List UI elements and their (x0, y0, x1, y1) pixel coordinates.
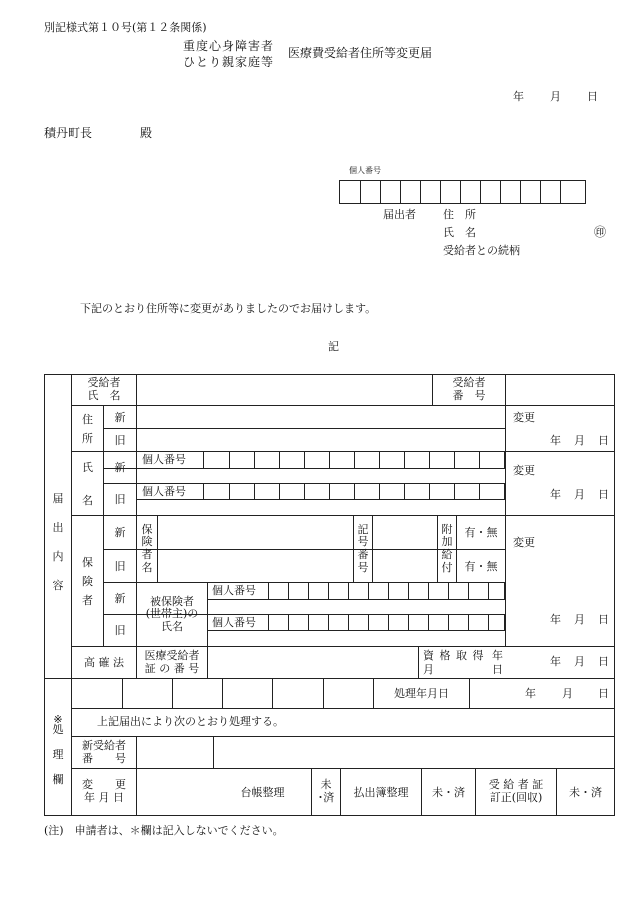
category-line1: 重度心身障害者 (183, 39, 275, 53)
form-number: 別記様式第１０号(第１２条関係) (44, 21, 207, 34)
insured-new-individual-number-label: 個人番号 (212, 584, 256, 597)
processing-section-label: ※ 処 理 欄 (52, 713, 64, 786)
insurer-new-field[interactable] (158, 517, 353, 548)
name-new-label: 新 (114, 461, 126, 474)
insurer-change-month: 月 (574, 613, 585, 626)
name-old-individual-number-label: 個人番号 (142, 485, 186, 498)
notification-content-label: 届 出 内 容 (52, 492, 64, 592)
processing-date-label: 処理年月日 (394, 687, 449, 700)
new-insured-individual-number-boxes[interactable] (268, 582, 505, 600)
new-recipient-number-field[interactable] (137, 739, 213, 767)
insurer-new-label: 新 (114, 526, 126, 539)
seal-mark: ㊞ (594, 225, 607, 239)
koukiho-change-month: 月 (574, 655, 585, 668)
insured-old-individual-number-label: 個人番号 (212, 616, 256, 629)
processing-date-month: 月 (562, 687, 573, 700)
ledger-status[interactable]: 未 ･済 (317, 778, 335, 804)
koukiho-change-day: 日 (598, 655, 609, 668)
date-day: 日 (587, 90, 598, 103)
insurer-old-field[interactable] (158, 551, 353, 581)
name-new-individual-number-label: 個人番号 (142, 453, 186, 466)
cert-correction-status[interactable]: 未・済 (569, 785, 602, 799)
address-old-field[interactable] (137, 431, 504, 449)
payment-book-label: 払出簿整理 (353, 785, 409, 799)
ledger-label: 台帳整理 (240, 785, 285, 799)
footer-note: (注) 申請者は、＊欄は記入しないでください。 (44, 824, 284, 837)
name-old-field[interactable] (137, 500, 504, 515)
insurer-old-label: 旧 (114, 559, 126, 573)
medical-cert-number-label: 医療受給者 証 の 番 号 (144, 648, 200, 675)
name-change-month: 月 (574, 488, 585, 501)
insurer-name-label: 保 険 者 名 (141, 522, 153, 574)
cert-correction-label: 受 給 者 証 訂正(回収) (488, 778, 544, 804)
addressee: 積丹町長 (44, 126, 93, 140)
applicant-individual-number-label: 個人番号 (349, 166, 381, 175)
statement: 下記のとおり住所等に変更がありましたのでお届けします。 (80, 302, 377, 315)
qualification-year: 年 (492, 649, 503, 662)
name-change-label: 変更 (513, 464, 535, 477)
symbol-number-label: 記 号 番 号 (357, 522, 369, 574)
form-title: 医療費受給者住所等変更届 (288, 46, 433, 60)
new-name-individual-number-boxes[interactable] (203, 451, 505, 469)
address-change-day: 日 (598, 434, 609, 447)
name-label: 氏 名 (443, 226, 476, 239)
insurer-change-day: 日 (598, 613, 609, 626)
old-insured-individual-number-boxes[interactable] (268, 614, 505, 631)
supplement-new-yes-no[interactable]: 有・無 (464, 526, 498, 539)
address-old-label: 旧 (114, 433, 126, 447)
address-new-label: 新 (114, 410, 126, 424)
processing-statement: 上記届出により次のとおり処理する。 (97, 715, 284, 728)
name-old-label: 旧 (114, 493, 126, 506)
address-label: 住 所 (443, 208, 476, 221)
recipient-name-label: 受給者 氏 名 (87, 376, 121, 402)
address-change-month: 月 (574, 434, 585, 447)
insured-old-label: 旧 (114, 624, 126, 637)
change-date-label: 変 更 年 月 日 (82, 778, 126, 804)
insurer-change-label: 変更 (513, 536, 535, 549)
digit-dividers (269, 615, 504, 630)
qualification-day: 日 (492, 663, 503, 676)
digit-dividers (204, 484, 504, 499)
name-change-year: 年 (550, 488, 561, 501)
supplement-label: 附 加 給 付 (441, 522, 453, 574)
insured-person-label: 被保険者 (世帯主)の 氏名 (145, 594, 199, 633)
koukiho-label: 高 確 法 (84, 656, 124, 669)
honorific: 殿 (140, 126, 153, 140)
qualification-month: 月 (423, 663, 434, 676)
date-month: 月 (550, 90, 561, 103)
recipient-number-label: 受給者 番 号 (452, 376, 486, 402)
insurer-change-year: 年 (550, 613, 561, 626)
payment-book-status[interactable]: 未・済 (432, 785, 465, 799)
digit-dividers (204, 452, 504, 468)
processing-date-day: 日 (598, 687, 609, 700)
name-change-day: 日 (598, 488, 609, 501)
medical-cert-number-field[interactable] (208, 649, 417, 677)
digit-dividers (269, 583, 504, 599)
processing-date-year: 年 (525, 687, 536, 700)
name-section-label: 氏 名 (82, 460, 93, 507)
old-name-individual-number-boxes[interactable] (203, 483, 505, 500)
ki-mark: 記 (328, 340, 339, 353)
insurer-section-label: 保 険 者 (82, 555, 93, 607)
supplement-old-yes-no[interactable]: 有・無 (464, 559, 498, 573)
new-recipient-number-label: 新受給者 番 号 (82, 738, 126, 765)
insured-new-label: 新 (114, 592, 126, 605)
koukiho-change-year: 年 (550, 655, 561, 668)
name-new-field[interactable] (137, 469, 504, 483)
date-year: 年 (513, 90, 524, 103)
address-new-field[interactable] (137, 409, 504, 427)
address-section-label: 住 所 (82, 412, 93, 445)
qualification-label: 資 格 取 得 (423, 649, 485, 662)
address-change-label: 変更 (513, 411, 535, 424)
applicant-label: 届出者 (383, 208, 416, 221)
relation-label: 受給者との続柄 (443, 244, 520, 257)
category-line2: ひとり親家庭等 (183, 55, 275, 69)
address-change-year: 年 (550, 434, 561, 447)
